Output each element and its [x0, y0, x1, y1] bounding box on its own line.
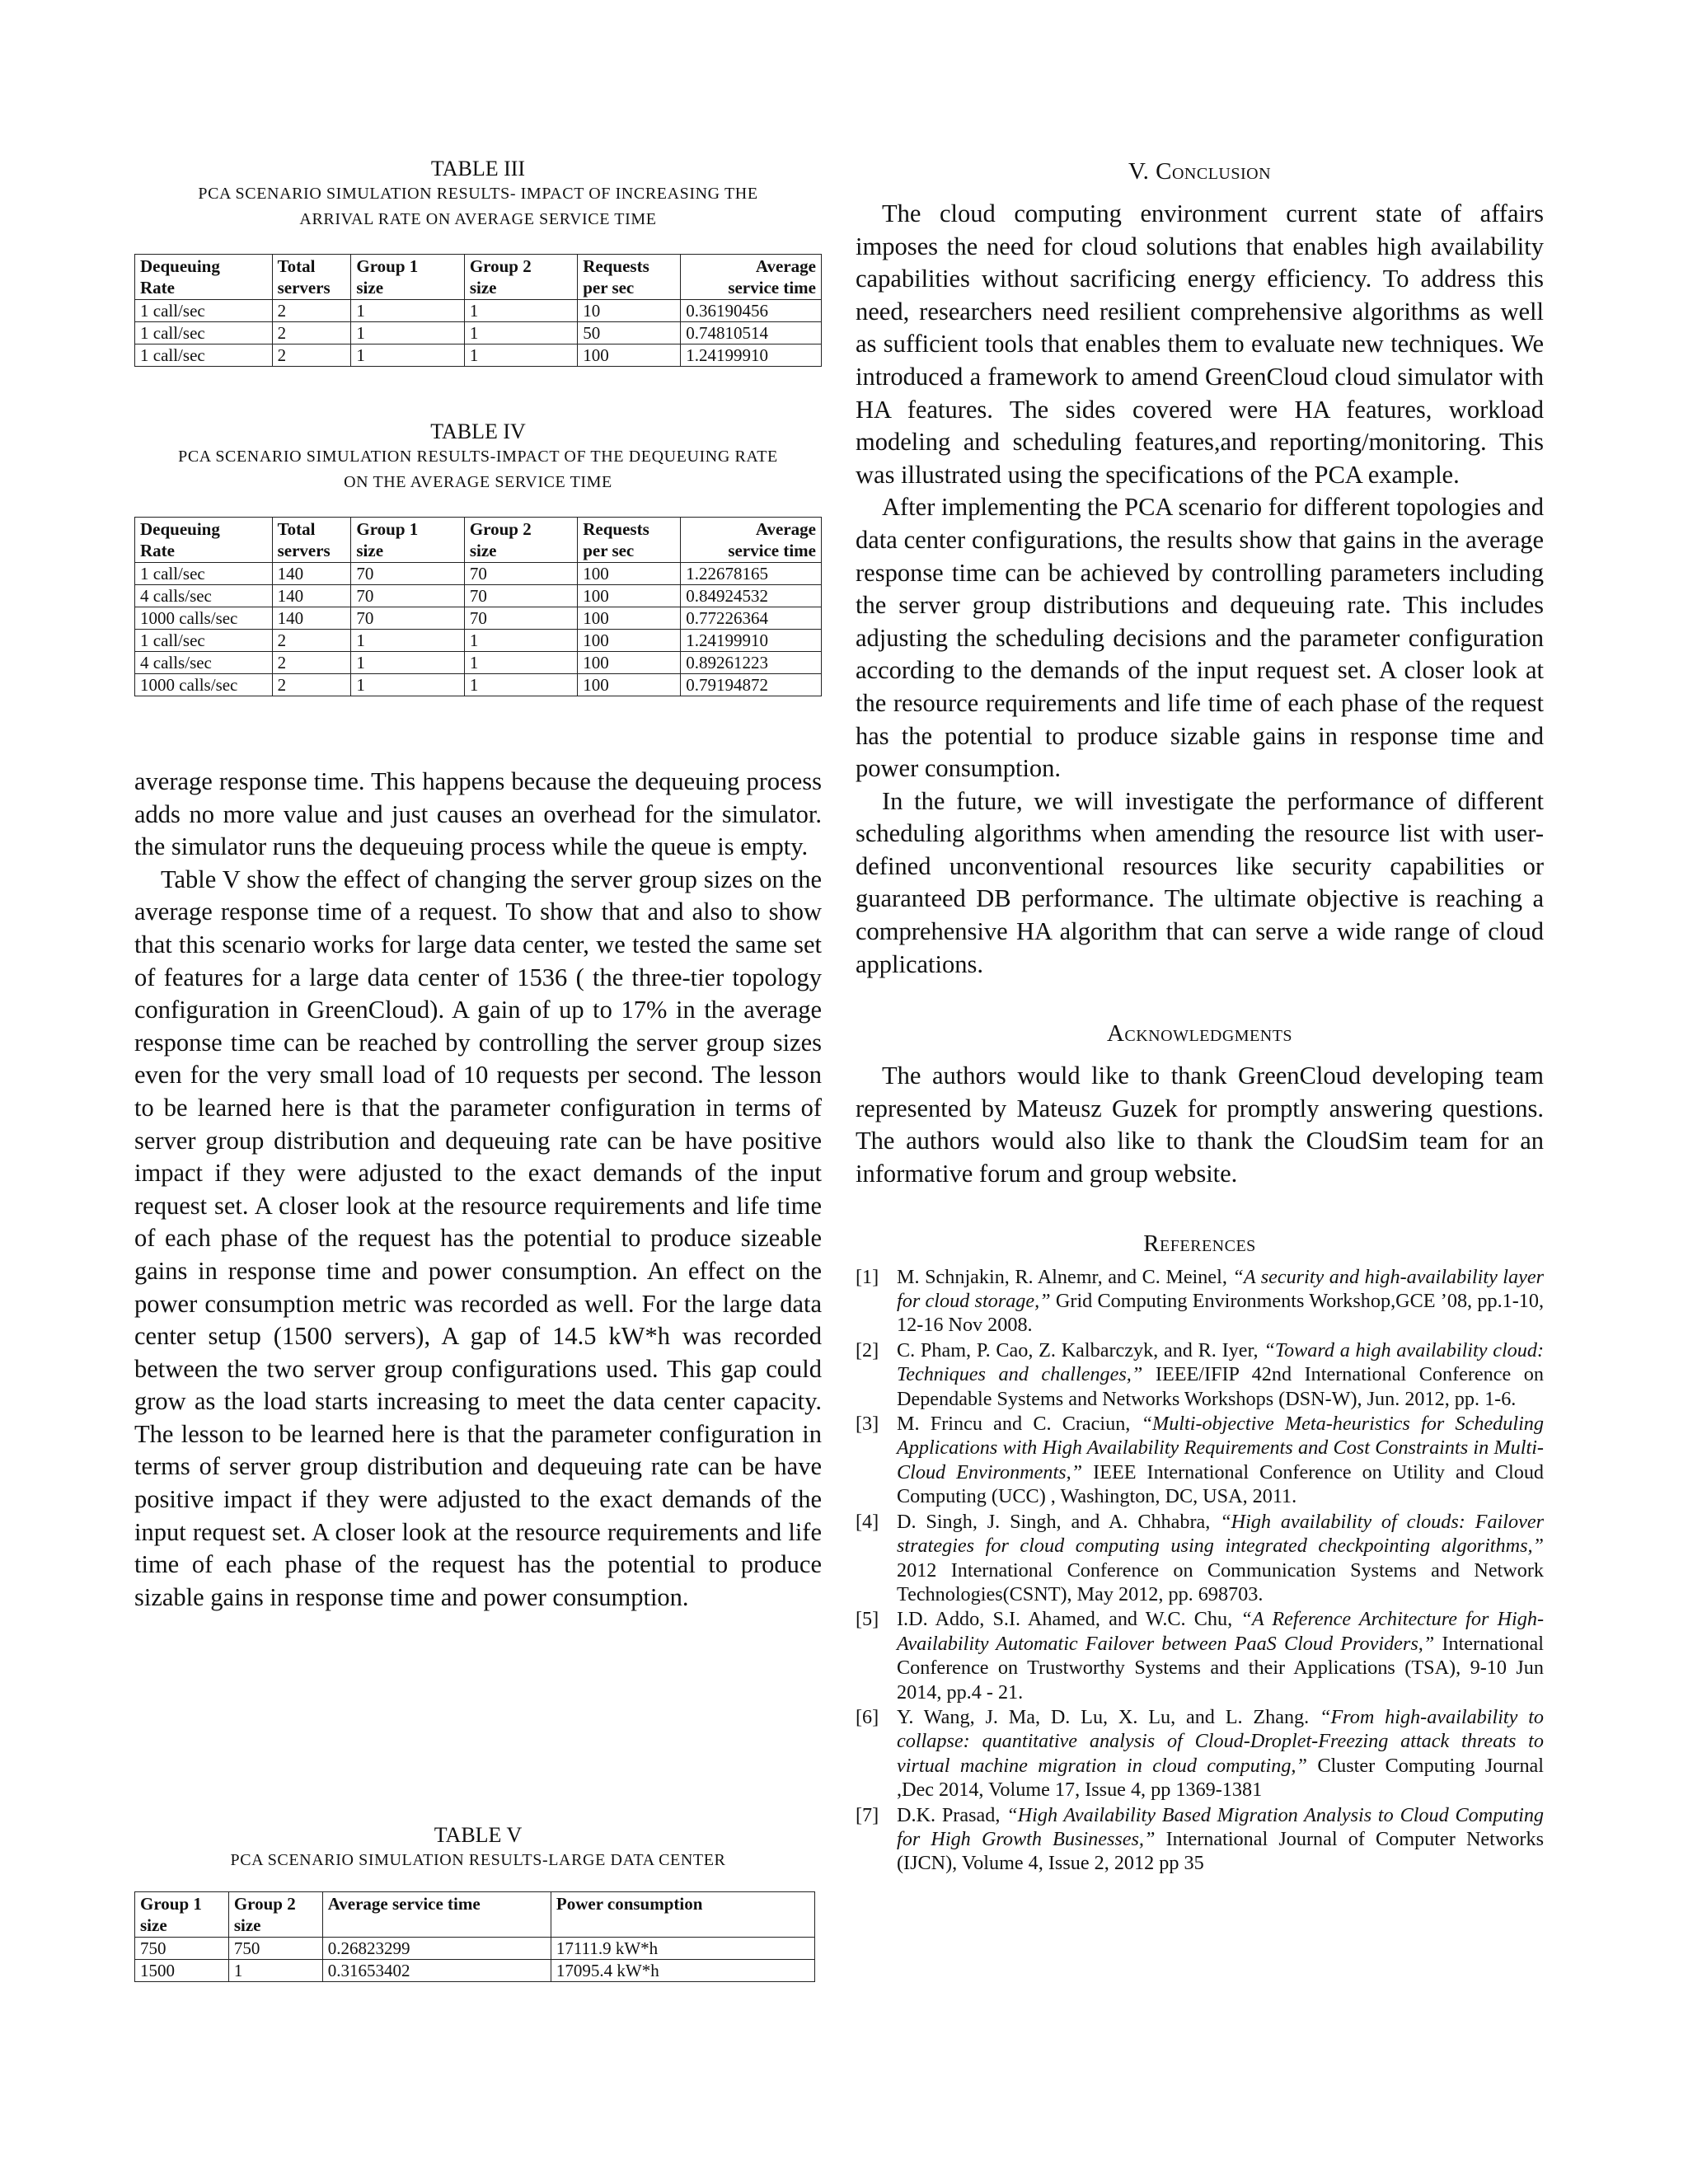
table-row [135, 563, 822, 585]
table-row [135, 300, 822, 322]
table-cell: 1 [351, 300, 464, 322]
reference-venue: Grid Computing Environments Workshop,GCE ’08, pp.1-10, 12-16 Nov 2008. [897, 1290, 1544, 1337]
table-v [134, 1891, 815, 1982]
reference-item [856, 1265, 1544, 1338]
reference-title: “A security and high-availability layer for cloud storage,” [897, 1265, 1545, 1313]
table-cell: 0.84924532 [681, 585, 822, 607]
table-cell: 4 calls/sec [135, 585, 273, 607]
table-cell: 1 [228, 1960, 322, 1982]
reference-title: “Multi-objective Meta-heuristics for Scheduling Applications with High Availability Requirements and Cost Constraints in Multi-Cloud Environments,” [897, 1413, 1544, 1483]
table-cell: 2 [272, 322, 351, 344]
col-header: Dequeuing Rate [135, 518, 273, 563]
table-v-block [134, 1823, 822, 1982]
table-cell: 0.89261223 [681, 652, 822, 674]
reference-number: [5] [856, 1608, 879, 1631]
table-cell: 1 [464, 652, 577, 674]
table-cell: 100 [578, 563, 681, 585]
reference-number: [2] [856, 1338, 879, 1361]
table-cell: 1 [351, 674, 464, 696]
table-header-row [135, 518, 822, 563]
col-header: Group 1 size [351, 518, 464, 563]
reference-number: [6] [856, 1705, 879, 1728]
reference-item [856, 1510, 1544, 1607]
table-header-row [135, 255, 822, 300]
reference-title: “High Availability Based Migration Analysis to Cloud Computing for High Growth Businesses,” [897, 1803, 1545, 1850]
table-cell: 100 [578, 652, 681, 674]
table-iv [134, 517, 822, 696]
table-number: TABLE V [434, 1823, 523, 1847]
table-cell: 100 [578, 630, 681, 652]
conclusion-body [856, 198, 1544, 981]
col-header: Group 2 size [464, 518, 577, 563]
table-cell: 0.26823299 [322, 1938, 551, 1960]
reference-title: “High availability of clouds: Failover strategies for cloud computing using integrated checkpointing algorithms,” [897, 1510, 1544, 1558]
reference-venue: Cluster Computing Journal ,Dec 2014, Volume 17, Issue 4, pp 1369-1381 [897, 1754, 1545, 1802]
table-cell: 0.31653402 [322, 1960, 551, 1982]
table-cell: 2 [272, 300, 351, 322]
table-cell: 70 [351, 563, 464, 585]
table-cell: 1 [464, 630, 577, 652]
table-cell: 140 [272, 607, 351, 630]
table-iii-caption [134, 157, 822, 232]
right-column [856, 157, 1544, 1877]
table-number: TABLE III [430, 157, 526, 180]
col-header: Group 1 size [135, 1892, 229, 1938]
left-column [134, 157, 822, 1980]
reference-authors: M. Frincu and C. Craciun, [897, 1413, 1131, 1436]
table-cell: 1.24199910 [681, 344, 822, 367]
table-cell: 1000 calls/sec [135, 607, 273, 630]
table-cell: 10 [578, 300, 681, 322]
col-header: Requests per sec [578, 518, 681, 563]
table-cell: 1000 calls/sec [135, 674, 273, 696]
table-cell: 70 [464, 607, 577, 630]
table-row [135, 585, 822, 607]
table-caption-line: PCA SCENARIO SIMULATION RESULTS-IMPACT OF THE DEQUEUING RATE [178, 448, 778, 466]
table-cell: 1 call/sec [135, 344, 273, 367]
acknowledgments-body [856, 1060, 1544, 1190]
table-cell: 2 [272, 652, 351, 674]
table-cell: 100 [578, 585, 681, 607]
table-cell: 1500 [135, 1960, 229, 1982]
paragraph: The cloud computing environment current state of affairs imposes the need for cloud solutions that enables high availability capabilities without sacrificing energy efficiency. To address this need, researchers need resilient comprehensive algorithms as well as sufficient tools that enables them to evaluate new techniques. We introduced a framework to amend GreenCloud cloud simulator with HA features. The sides covered were HA features, workload modeling and scheduling features,and reporting/monitoring. This was illustrated using the specifications of the PCA example. [856, 199, 1544, 489]
reference-title: “From high-availability to collapse: quantitative analysis of Cloud-Droplet-Freezing attack threats to virtual machine migration in cloud computing,” [897, 1705, 1545, 1777]
table-row [135, 607, 822, 630]
table-cell: 17095.4 kW*h [551, 1960, 814, 1982]
table-row [135, 1960, 815, 1982]
table-cell: 1 [351, 630, 464, 652]
reference-number: [4] [856, 1510, 879, 1533]
table-caption-line: PCA SCENARIO SIMULATION RESULTS-LARGE DATA CENTER [230, 1851, 726, 1869]
table-cell: 1 [464, 300, 577, 322]
reference-list [856, 1265, 1544, 1876]
table-cell: 140 [272, 585, 351, 607]
col-header: Group 2 size [228, 1892, 322, 1938]
col-header: Dequeuing Rate [135, 255, 273, 300]
table-cell: 1 call/sec [135, 300, 273, 322]
reference-title: “Toward a high availability cloud: Techniques and challenges,” [897, 1338, 1544, 1386]
table-cell: 1 [351, 344, 464, 367]
table-cell: 70 [464, 563, 577, 585]
reference-venue: International Journal of Computer Networks (IJCN), Volume 4, Issue 2, 2012 pp 35 [897, 1827, 1544, 1875]
table-iii [134, 254, 822, 367]
table-cell: 1 call/sec [135, 563, 273, 585]
table-cell: 0.74810514 [681, 322, 822, 344]
reference-authors: C. Pham, P. Cao, Z. Kalbarczyk, and R. Iyer, [897, 1338, 1259, 1361]
table-cell: 0.36190456 [681, 300, 822, 322]
col-header: Power consumption [551, 1892, 814, 1938]
table-cell: 2 [272, 344, 351, 367]
reference-authors: D.K. Prasad, [897, 1803, 1001, 1826]
table-cell: 4 calls/sec [135, 652, 273, 674]
reference-authors: I.D. Addo, S.I. Ahamed, and W.C. Chu, [897, 1608, 1233, 1631]
reference-number: [1] [856, 1265, 879, 1288]
table-cell: 100 [578, 607, 681, 630]
section-heading-references: References [1143, 1230, 1256, 1257]
reference-authors: Y. Wang, J. Ma, D. Lu, X. Lu, and L. Zhang. [897, 1705, 1310, 1728]
reference-authors: D. Singh, J. Singh, and A. Chhabra, [897, 1510, 1211, 1533]
table-cell: 70 [351, 585, 464, 607]
table-row [135, 1938, 815, 1960]
reference-venue: 2012 International Conference on Communication Systems and Network Technologies(CSNT), May 2012, pp. 698703. [897, 1558, 1544, 1605]
col-header: Average service time [681, 518, 822, 563]
paragraph: Table V show the effect of changing the server group sizes on the average response time of a request. To show that and also to show that this scenario works for large data center, we tested the same set of features for a large data center of 1536 ( the three-tier topology configuration in GreenCloud). A gain of up to 17% in the average response time can be reached by controlling the server group sizes even for the very small load of 10 requests per second. The lesson to be learned here is that the parameter configuration in terms of server group distribution and dequeuing rate can be have positive impact if they were adjusted to the exact demands of the input request set. A closer look at the resource requirements and life time of each phase of the request has the potential to produce sizeable gains in response time and power consumption. An effect on the power consumption metric was recorded as well. For the large data center setup (1500 servers), A gap of 14.5 kW*h was recorded between the two server group configurations used. This gap could grow as the load starts increasing to meet the data center capacity. The lesson to be learned here is that the parameter configuration in terms of server group distribution and dequeuing rate can be have positive impact if they were adjusted to the exact demands of the input request set. A closer look at the resource requirements and life time of each phase of the request has the potential to produce sizable gains in response time and power consumption. [134, 865, 822, 1611]
table-cell: 0.77226364 [681, 607, 822, 630]
table-cell: 100 [578, 344, 681, 367]
table-cell: 750 [228, 1938, 322, 1960]
table-cell: 2 [272, 674, 351, 696]
table-cell: 1 [464, 344, 577, 367]
table-iv-caption [134, 419, 822, 495]
table-cell: 17111.9 kW*h [551, 1938, 814, 1960]
col-header: Group 1 size [351, 255, 464, 300]
table-caption-line: ARRIVAL RATE ON AVERAGE SERVICE TIME [299, 210, 657, 228]
table-caption-line: PCA SCENARIO SIMULATION RESULTS- IMPACT OF INCREASING THE [198, 185, 758, 203]
paragraph: In the future, we will investigate the performance of different scheduling algorithms when amending the resource list with user-defined unconventional resources like security capabilities or guaranteed DB performance. The ultimate objective is reaching a comprehensive HA algorithm that can serve a wide range of cloud applications. [856, 786, 1544, 978]
table-row [135, 652, 822, 674]
table-cell: 140 [272, 563, 351, 585]
paragraph: average response time. This happens because the dequeuing process adds no more value and just causes an overhead for the simulator. the simulator runs the dequeuing process while the queue is empty. [134, 767, 822, 861]
table-cell: 1.22678165 [681, 563, 822, 585]
table-cell: 1 [351, 652, 464, 674]
table-row [135, 674, 822, 696]
col-header: Average service time [681, 255, 822, 300]
reference-item [856, 1412, 1544, 1509]
table-row [135, 322, 822, 344]
table-cell: 2 [272, 630, 351, 652]
table-cell: 70 [464, 585, 577, 607]
reference-authors: M. Schnjakin, R. Alnemr, and C. Meinel, [897, 1265, 1227, 1288]
table-row [135, 630, 822, 652]
section-heading-acknowledgments: Acknowledgments [1106, 1020, 1293, 1047]
reference-number: [7] [856, 1803, 879, 1826]
table-v-caption [134, 1823, 822, 1873]
paragraph: The authors would like to thank GreenCloud developing team represented by Mateusz Guzek for promptly answering questions. The authors would also like to thank the CloudSim team for an informative forum and group website. [856, 1062, 1544, 1188]
reference-item [856, 1803, 1544, 1876]
table-cell: 70 [351, 607, 464, 630]
left-body-text [134, 766, 822, 1614]
col-header: Total servers [272, 255, 351, 300]
table-caption-line: ON THE AVERAGE SERVICE TIME [344, 473, 612, 491]
reference-title: “A Reference Architecture for High-Availability Automatic Failover between PaaS Cloud Providers,” [897, 1608, 1545, 1655]
table-header-row [135, 1892, 815, 1938]
table-cell: 1.24199910 [681, 630, 822, 652]
section-heading-conclusion: V. Conclusion [1128, 158, 1272, 185]
table-cell: 0.79194872 [681, 674, 822, 696]
table-cell: 1 call/sec [135, 322, 273, 344]
reference-number: [3] [856, 1413, 879, 1436]
reference-item [856, 1338, 1544, 1411]
table-number: TABLE IV [430, 419, 526, 443]
reference-item [856, 1705, 1544, 1802]
table-cell: 1 [464, 674, 577, 696]
reference-item [856, 1607, 1544, 1704]
reference-venue: IEEE/IFIP 42nd International Conference on Dependable Systems and Networks Workshops (DSN-W), Jun. 2012, pp. 1-6. [897, 1363, 1544, 1410]
table-cell: 100 [578, 674, 681, 696]
table-cell: 1 [351, 322, 464, 344]
table-row [135, 344, 822, 367]
col-header: Average service time [322, 1892, 551, 1938]
reference-venue: International Conference on Trustworthy Systems and their Applications (TSA), 9-10 Jun 2014, pp.4 - 21. [897, 1632, 1544, 1704]
paragraph: After implementing the PCA scenario for different topologies and data center configurations, the results show that gains in the average response time can be achieved by controlling parameters including the server group distributions and dequeuing rate. This includes adjusting the scheduling decisions and the parameter configuration according to the demands of the input request set. A closer look at the resource requirements and life time of each phase of the request has the potential to produce sizable gains in response time and power consumption. [856, 493, 1544, 783]
col-header: Total servers [272, 518, 351, 563]
table-cell: 1 call/sec [135, 630, 273, 652]
table-cell: 750 [135, 1938, 229, 1960]
table-cell: 1 [464, 322, 577, 344]
table-cell: 50 [578, 322, 681, 344]
reference-venue: IEEE International Conference on Utility and Cloud Computing (UCC) , Washington, DC, USA, 2011. [897, 1460, 1545, 1508]
col-header: Requests per sec [578, 255, 681, 300]
col-header: Group 2 size [464, 255, 577, 300]
